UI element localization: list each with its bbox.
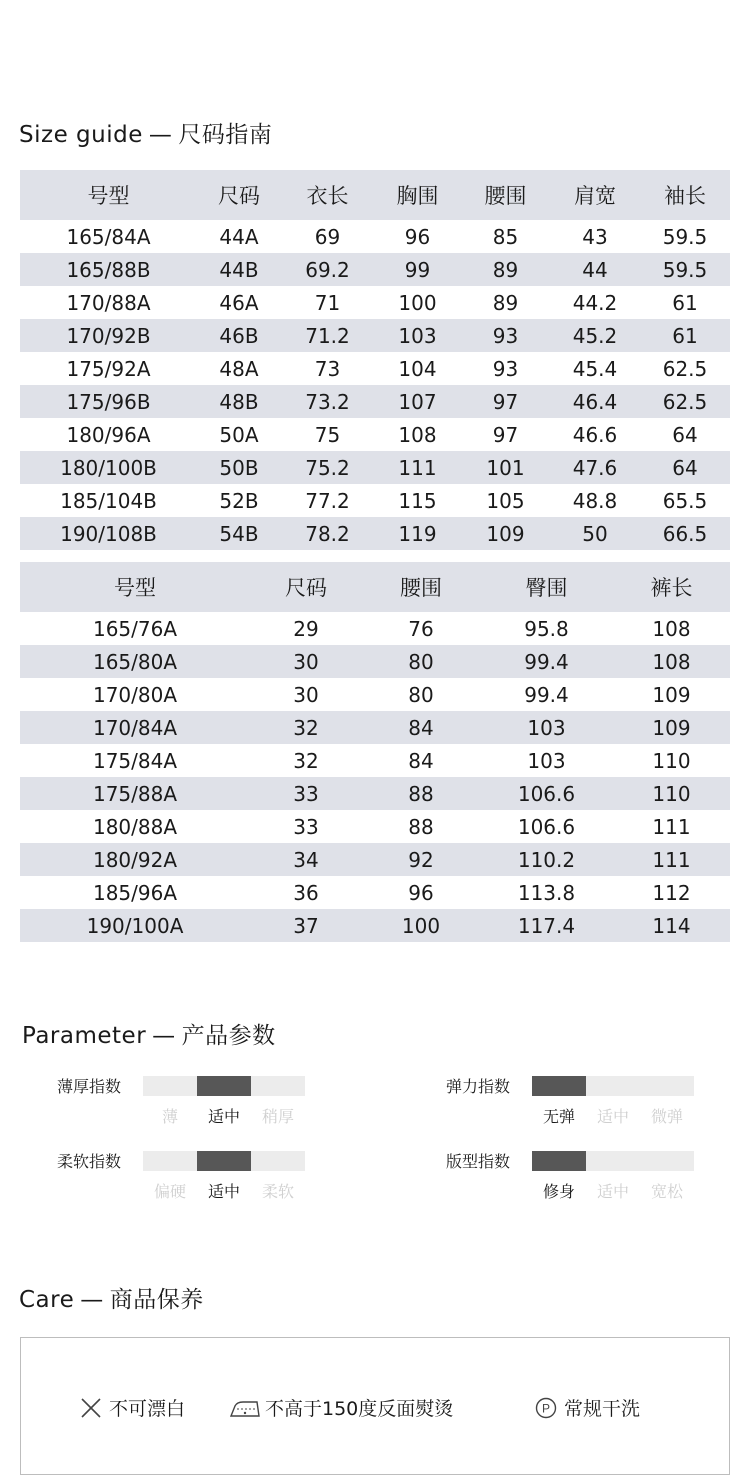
param-label: 薄厚指数 [57, 1077, 122, 1096]
table-row [20, 678, 730, 711]
table-cell: 117.4 [480, 909, 613, 942]
size-guide-title [19, 116, 272, 149]
table-cell: 44.2 [550, 286, 640, 319]
table-cell: 115 [374, 484, 461, 517]
table-cell: 44 [550, 253, 640, 286]
param-option: 宽松 [650, 1182, 683, 1201]
care-item-dry-clean [534, 1394, 640, 1421]
table-cell: 92 [362, 843, 480, 876]
table-cell: 65.5 [640, 484, 730, 517]
table-cell: 50A [197, 418, 281, 451]
param-option: 柔软 [261, 1182, 294, 1201]
table-cell: 84 [362, 744, 480, 777]
param-bar-segment [586, 1076, 640, 1096]
title-dash: — [80, 1287, 104, 1313]
table-cell: 64 [640, 418, 730, 451]
table-row [20, 286, 730, 319]
table-cell: 190/100A [20, 909, 250, 942]
table-cell: 170/92B [20, 319, 197, 352]
table-cell: 110 [613, 744, 730, 777]
table-row [20, 777, 730, 810]
parameter-title [22, 1017, 276, 1050]
care-text: 常规干洗 [564, 1398, 641, 1420]
param-option: 适中 [207, 1107, 240, 1126]
table-row [20, 909, 730, 942]
table-cell: 180/88A [20, 810, 250, 843]
table-cell: 46B [197, 319, 281, 352]
table-row [20, 876, 730, 909]
table-cell: 105 [461, 484, 550, 517]
param-bar-segment [197, 1076, 251, 1096]
column-header: 胸围 [374, 170, 461, 220]
table-cell: 111 [374, 451, 461, 484]
table-cell: 54B [197, 517, 281, 550]
table-cell: 69.2 [281, 253, 374, 286]
table-cell: 175/88A [20, 777, 250, 810]
table-cell: 61 [640, 286, 730, 319]
title-dash: — [152, 1023, 176, 1049]
care-item-iron [229, 1394, 453, 1421]
table-cell: 36 [250, 876, 362, 909]
table-cell: 71.2 [281, 319, 374, 352]
table-cell: 59.5 [640, 253, 730, 286]
table-cell: 93 [461, 352, 550, 385]
table-cell: 112 [613, 876, 730, 909]
param-bar-segment [586, 1151, 640, 1171]
param-label: 弹力指数 [446, 1077, 511, 1096]
size-guide-title-en: Size guide [19, 122, 143, 148]
bottom-size-table [20, 562, 730, 942]
table-cell: 103 [480, 711, 613, 744]
param-bar-segment [532, 1076, 586, 1096]
parameter-title-en: Parameter [22, 1023, 147, 1049]
table-cell: 108 [613, 612, 730, 645]
table-cell: 46A [197, 286, 281, 319]
table-cell: 109 [613, 711, 730, 744]
table-row [20, 451, 730, 484]
size-guide-title-cn: 尺码指南 [178, 122, 273, 148]
table-cell: 80 [362, 678, 480, 711]
column-header: 袖长 [640, 170, 730, 220]
table-row [20, 385, 730, 418]
column-header: 尺码 [250, 562, 362, 612]
table-cell: 66.5 [640, 517, 730, 550]
table-cell: 96 [374, 220, 461, 253]
table-cell: 185/104B [20, 484, 197, 517]
column-header: 肩宽 [550, 170, 640, 220]
table-cell: 78.2 [281, 517, 374, 550]
table-cell: 180/96A [20, 418, 197, 451]
param-bar [143, 1151, 305, 1171]
care-text: 不可漂白 [109, 1398, 186, 1420]
table-cell: 80 [362, 645, 480, 678]
table-cell: 62.5 [640, 352, 730, 385]
table-cell: 89 [461, 286, 550, 319]
column-header: 腰围 [461, 170, 550, 220]
table-cell: 88 [362, 810, 480, 843]
table-cell: 76 [362, 612, 480, 645]
title-dash: — [148, 122, 173, 148]
column-header: 腰围 [362, 562, 480, 612]
table-cell: 75.2 [281, 451, 374, 484]
table-row [20, 744, 730, 777]
table-cell: 111 [613, 843, 730, 876]
table-cell: 61 [640, 319, 730, 352]
param-bar-segment [143, 1076, 197, 1096]
table-cell: 107 [374, 385, 461, 418]
table-cell: 96 [362, 876, 480, 909]
table-cell: 113.8 [480, 876, 613, 909]
table-cell: 45.2 [550, 319, 640, 352]
table-cell: 109 [461, 517, 550, 550]
param-option: 适中 [596, 1182, 629, 1201]
param-option: 薄 [161, 1107, 178, 1126]
table-cell: 97 [461, 385, 550, 418]
table-cell: 175/96B [20, 385, 197, 418]
iron-icon [229, 1397, 261, 1419]
table-row [20, 517, 730, 550]
param-bar [143, 1076, 305, 1096]
table-cell: 165/80A [20, 645, 250, 678]
no-bleach-icon [79, 1396, 103, 1420]
table-cell: 100 [374, 286, 461, 319]
table-cell: 44B [197, 253, 281, 286]
table-cell: 47.6 [550, 451, 640, 484]
column-header: 裤长 [613, 562, 730, 612]
table-cell: 30 [250, 678, 362, 711]
param-options [143, 1104, 305, 1127]
table-cell: 59.5 [640, 220, 730, 253]
table-cell: 50B [197, 451, 281, 484]
table-cell: 111 [613, 810, 730, 843]
column-header: 号型 [20, 562, 250, 612]
table-cell: 84 [362, 711, 480, 744]
table-cell: 190/108B [20, 517, 197, 550]
table-cell: 170/80A [20, 678, 250, 711]
param-option: 适中 [207, 1182, 240, 1201]
table-cell: 104 [374, 352, 461, 385]
table-cell: 114 [613, 909, 730, 942]
table-cell: 48.8 [550, 484, 640, 517]
table-cell: 103 [480, 744, 613, 777]
table-cell: 85 [461, 220, 550, 253]
care-title-en: Care [19, 1287, 75, 1313]
table-cell: 108 [613, 645, 730, 678]
table-cell: 108 [374, 418, 461, 451]
table-cell: 185/96A [20, 876, 250, 909]
table-row [20, 253, 730, 286]
param-option: 修身 [542, 1182, 575, 1201]
table-cell: 34 [250, 843, 362, 876]
table-cell: 52B [197, 484, 281, 517]
table-row [20, 418, 730, 451]
table-cell: 93 [461, 319, 550, 352]
table-cell: 37 [250, 909, 362, 942]
table-cell: 106.6 [480, 810, 613, 843]
table-cell: 48A [197, 352, 281, 385]
table-cell: 43 [550, 220, 640, 253]
param-bar-segment [251, 1151, 305, 1171]
table-cell: 180/92A [20, 843, 250, 876]
table-row [20, 484, 730, 517]
top-size-table [20, 170, 730, 550]
param-option: 偏硬 [153, 1182, 186, 1201]
table-row [20, 810, 730, 843]
table-cell: 175/84A [20, 744, 250, 777]
table-row [20, 711, 730, 744]
table-cell: 50 [550, 517, 640, 550]
table-cell: 165/84A [20, 220, 197, 253]
table-cell: 99.4 [480, 678, 613, 711]
table-row [20, 645, 730, 678]
table-cell: 29 [250, 612, 362, 645]
param-option: 微弹 [650, 1107, 683, 1126]
table-cell: 95.8 [480, 612, 613, 645]
table-row [20, 319, 730, 352]
param-options [143, 1179, 305, 1202]
table-cell: 106.6 [480, 777, 613, 810]
table-header-row [20, 562, 730, 612]
param-options [532, 1179, 694, 1202]
care-title-cn: 商品保养 [109, 1287, 204, 1313]
table-cell: 73.2 [281, 385, 374, 418]
table-cell: 48B [197, 385, 281, 418]
param-bar-segment [640, 1076, 694, 1096]
table-cell: 30 [250, 645, 362, 678]
param-bar-segment [197, 1151, 251, 1171]
table-row [20, 352, 730, 385]
table-cell: 33 [250, 810, 362, 843]
param-label: 版型指数 [446, 1152, 511, 1171]
care-title [19, 1281, 204, 1314]
table-cell: 71 [281, 286, 374, 319]
param-bar [532, 1151, 694, 1171]
table-cell: 73 [281, 352, 374, 385]
param-option: 适中 [596, 1107, 629, 1126]
care-item-no-bleach [79, 1394, 185, 1421]
param-bar-segment [251, 1076, 305, 1096]
care-box [20, 1337, 730, 1475]
table-cell: 33 [250, 777, 362, 810]
column-header: 臀围 [480, 562, 613, 612]
param-bar [532, 1076, 694, 1096]
table-cell: 64 [640, 451, 730, 484]
parameter-title-cn: 产品参数 [181, 1023, 276, 1049]
table-cell: 62.5 [640, 385, 730, 418]
table-cell: 99.4 [480, 645, 613, 678]
param-label: 柔软指数 [57, 1152, 122, 1171]
table-cell: 100 [362, 909, 480, 942]
param-option: 稍厚 [261, 1107, 294, 1126]
table-cell: 110 [613, 777, 730, 810]
table-cell: 44A [197, 220, 281, 253]
table-cell: 103 [374, 319, 461, 352]
table-cell: 110.2 [480, 843, 613, 876]
table-cell: 32 [250, 744, 362, 777]
table-cell: 32 [250, 711, 362, 744]
table-header-row [20, 170, 730, 220]
param-bar-segment [640, 1151, 694, 1171]
table-row [20, 220, 730, 253]
table-cell: 46.4 [550, 385, 640, 418]
table-cell: 165/76A [20, 612, 250, 645]
table-cell: 89 [461, 253, 550, 286]
param-option: 无弹 [542, 1107, 575, 1126]
care-text: 不高于150度反面熨烫 [265, 1398, 454, 1420]
column-header: 尺码 [197, 170, 281, 220]
table-row [20, 612, 730, 645]
table-cell: 165/88B [20, 253, 197, 286]
table-cell: 69 [281, 220, 374, 253]
table-cell: 97 [461, 418, 550, 451]
table-cell: 77.2 [281, 484, 374, 517]
table-row [20, 843, 730, 876]
table-cell: 170/88A [20, 286, 197, 319]
table-cell: 75 [281, 418, 374, 451]
column-header: 号型 [20, 170, 197, 220]
table-cell: 99 [374, 253, 461, 286]
table-cell: 88 [362, 777, 480, 810]
param-bar-segment [143, 1151, 197, 1171]
param-bar-segment [532, 1151, 586, 1171]
table-cell: 46.6 [550, 418, 640, 451]
table-cell: 45.4 [550, 352, 640, 385]
table-cell: 170/84A [20, 711, 250, 744]
professional-clean-icon [534, 1396, 558, 1420]
professional-clean-icon-letter: P [541, 1401, 551, 1415]
table-cell: 175/92A [20, 352, 197, 385]
table-cell: 180/100B [20, 451, 197, 484]
column-header: 衣长 [281, 170, 374, 220]
param-options [532, 1104, 694, 1127]
table-cell: 101 [461, 451, 550, 484]
table-cell: 109 [613, 678, 730, 711]
table-cell: 119 [374, 517, 461, 550]
